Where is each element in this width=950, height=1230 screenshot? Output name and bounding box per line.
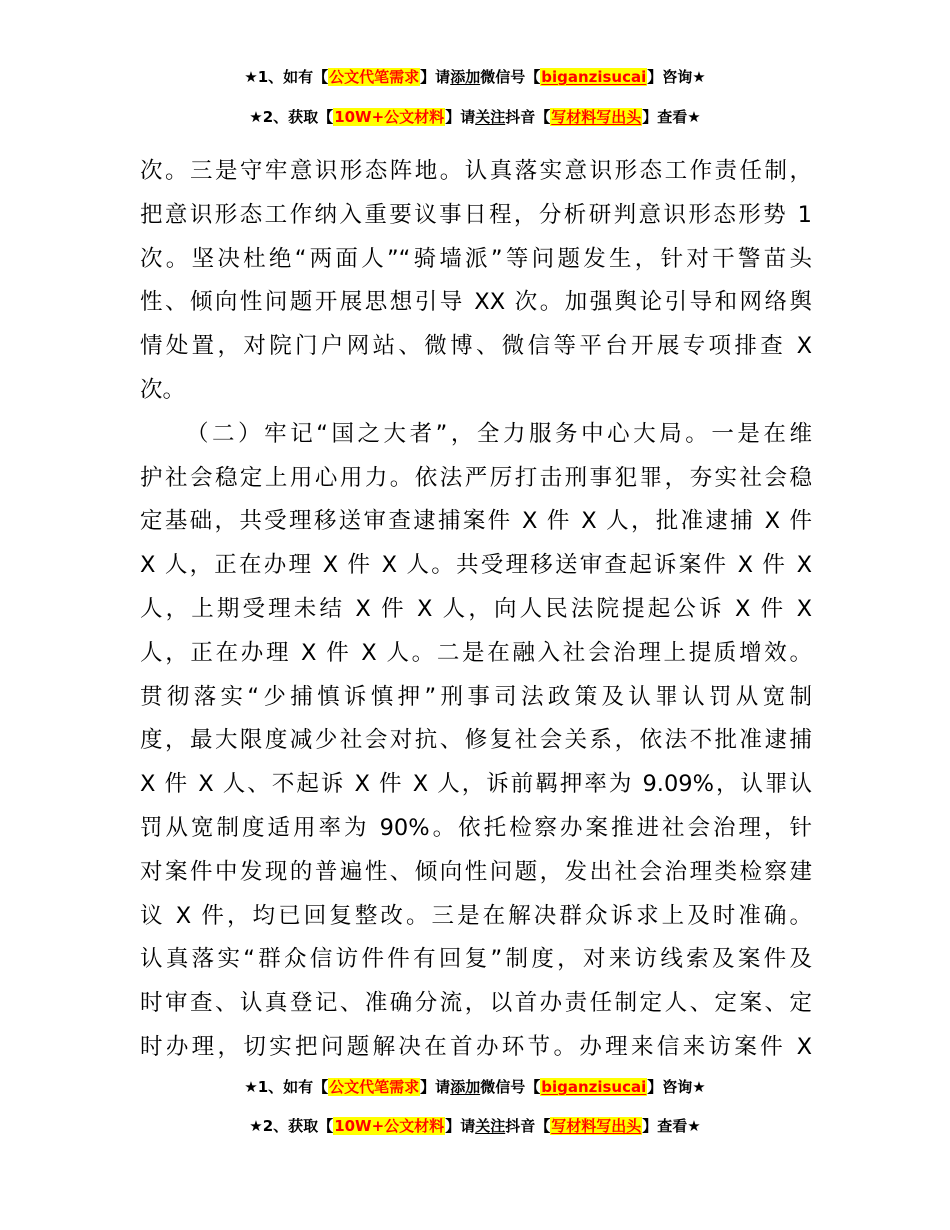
banner-text: 】咨询★ — [647, 68, 706, 86]
body-line: 情处置，对院门户网站、微博、微信等平台开展专项排查 X — [140, 333, 812, 360]
banner-highlight: 10W+公文材料 — [334, 108, 445, 126]
banner-text: ★2、获取【 — [249, 108, 334, 126]
banner-text: 】请 — [420, 1078, 451, 1096]
banner-wechat-id: biganzisucai — [541, 68, 647, 86]
banner-text: 】请 — [445, 1117, 476, 1135]
body-line: X 人，正在办理 X 件 X 人。共受理移送审查起诉案件 X 件 X — [140, 552, 812, 579]
banner-text: 】查看★ — [642, 108, 701, 126]
body-line: 对案件中发现的普遍性、倾向性问题，发出社会治理类检察建 — [140, 858, 812, 885]
body-line: 人，上期受理未结 X 件 X 人，向人民法院提起公诉 X 件 X — [140, 595, 812, 622]
banner-emphasis: 关注 — [475, 108, 506, 126]
footer-banner-line-2 — [0, 1115, 950, 1137]
body-line: 护社会稳定上用心用力。依法严厉打击刑事犯罪，夯实社会稳 — [140, 464, 812, 491]
banner-wechat-id: biganzisucai — [541, 1078, 647, 1096]
banner-text: 抖音【 — [505, 108, 551, 126]
banner-highlight: 10W+公文材料 — [334, 1117, 445, 1135]
banner-douyin-name: 写材料写出头 — [551, 1117, 642, 1135]
body-line: 罚从宽制度适用率为 90%。依托检察办案推进社会治理，针 — [140, 814, 812, 841]
banner-highlight: 公文代笔需求 — [329, 68, 420, 86]
footer-banner-line-1 — [0, 1076, 950, 1098]
body-line: 议 X 件，均已回复整改。三是在解决群众诉求上及时准确。 — [140, 902, 812, 929]
body-line: 次。三是守牢意识形态阵地。认真落实意识形态工作责任制， — [140, 158, 812, 184]
body-line: 认真落实“群众信访件件有回复”制度，对来访线索及案件及 — [140, 946, 812, 973]
body-line: 次。 — [140, 376, 186, 403]
body-line-paragraph-start: （二）牢记“国之大者”，全力服务中心大局。一是在维 — [186, 420, 812, 447]
body-line: X 件 X 人、不起诉 X 件 X 人，诉前羁押率为 9.09%，认罪认 — [140, 771, 812, 798]
body-line: 时审查、认真登记、准确分流，以首办责任制定人、定案、定 — [140, 990, 812, 1017]
banner-text: ★1、如有【 — [244, 1078, 329, 1096]
banner-emphasis: 添加 — [450, 1078, 481, 1096]
banner-text: 】请 — [420, 68, 451, 86]
banner-douyin-name: 写材料写出头 — [551, 108, 642, 126]
banner-text: 抖音【 — [505, 1117, 551, 1135]
body-line: 时办理，切实把问题解决在首办环节。办理来信来访案件 X — [140, 1033, 812, 1060]
body-line: 把意识形态工作纳入重要议事日程，分析研判意识形态形势 1 — [140, 201, 812, 228]
banner-text: 微信号【 — [480, 68, 541, 86]
banner-text: 】查看★ — [642, 1117, 701, 1135]
body-line: 次。坚决杜绝“两面人”“骑墙派”等问题发生，针对干警苗头 — [140, 245, 812, 272]
body-line: 人，正在办理 X 件 X 人。二是在融入社会治理上提质增效。 — [140, 639, 812, 666]
banner-emphasis: 添加 — [450, 68, 481, 86]
body-line: 性、倾向性问题开展思想引导 XX 次。加强舆论引导和网络舆 — [140, 289, 812, 316]
header-banner-line-2 — [0, 106, 950, 128]
body-line: 度，最大限度减少社会对抗、修复社会关系，依法不批准逮捕 — [140, 727, 812, 754]
banner-text: ★1、如有【 — [244, 68, 329, 86]
banner-emphasis: 关注 — [475, 1117, 506, 1135]
banner-text: 微信号【 — [480, 1078, 541, 1096]
banner-text: 】咨询★ — [647, 1078, 706, 1096]
document-body — [140, 150, 812, 1070]
header-banner-line-1 — [0, 66, 950, 88]
body-line: 贯彻落实“少捕慎诉慎押”刑事司法政策及认罪认罚从宽制 — [140, 683, 812, 710]
banner-text: 】请 — [445, 108, 476, 126]
banner-text: ★2、获取【 — [249, 1117, 334, 1135]
banner-highlight: 公文代笔需求 — [329, 1078, 420, 1096]
body-line: 定基础，共受理移送审查逮捕案件 X 件 X 人，批准逮捕 X 件 — [140, 508, 812, 535]
